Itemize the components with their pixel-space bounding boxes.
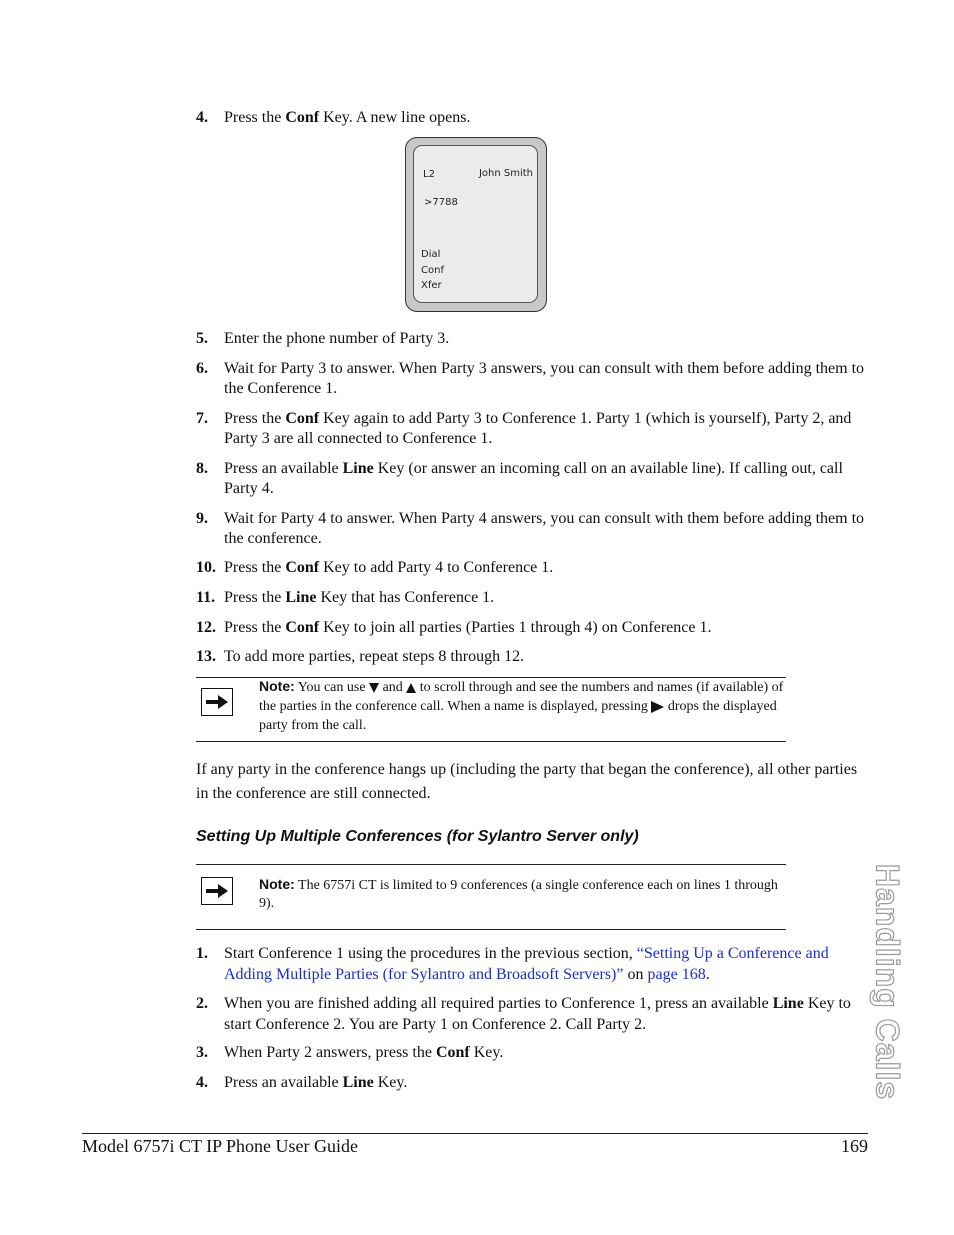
step-4: 4. Press the Conf Key. A new line opens. bbox=[196, 109, 471, 126]
right-arrow-key-icon bbox=[651, 701, 664, 713]
note-box-limit bbox=[196, 864, 786, 930]
note-text: Note: The 6757i CT is limited to 9 conferences (a single conference each on lines 1 through 9). bbox=[259, 876, 778, 911]
step-6: 6. Wait for Party 3 to answer. When Party 3 answers, you can consult with them before adding them to the Conference 1. bbox=[196, 360, 865, 397]
step-8: 8. Press an available Line Key (or answer an incoming call on an available line). If calling out, call Party 4. bbox=[196, 460, 843, 497]
down-arrow-key-icon bbox=[369, 683, 379, 693]
phone-screen bbox=[413, 145, 538, 303]
step-c-4: 4. Press an available Line Key. bbox=[196, 1074, 408, 1091]
up-arrow-key-icon bbox=[406, 683, 416, 693]
page-reference-link[interactable]: page 168 bbox=[647, 966, 706, 983]
note-arrow-icon bbox=[201, 688, 233, 716]
note-arrow-icon bbox=[201, 877, 233, 905]
phone-line-label: L2 bbox=[423, 169, 435, 180]
section-heading: Setting Up Multiple Conferences (for Sylantro Server only) bbox=[196, 828, 639, 845]
step-12: 12. Press the Conf Key to join all parties (Parties 1 through 4) on Conference 1. bbox=[196, 619, 712, 636]
step-7: 7. Press the Conf Key again to add Party 3 to Conference 1. Party 1 (which is yourself), Party 2, and Party 3 are all connected to Conference 1. bbox=[196, 410, 852, 447]
phone-dialed-number: >7788 bbox=[424, 197, 458, 208]
softkey-xfer: Xfer bbox=[421, 280, 442, 291]
note-box-scroll bbox=[196, 677, 786, 742]
step-5: 5. Enter the phone number of Party 3. bbox=[196, 330, 450, 347]
phone-display-illustration bbox=[405, 137, 547, 312]
phone-caller-name: John Smith bbox=[478, 168, 533, 179]
step-c-2: 2. When you are finished adding all required parties to Conference 1, press an available Line Key to start Conference 2. You are Party 1 on Conference 2. Call Party 2. bbox=[196, 995, 851, 1033]
footer-rule bbox=[82, 1133, 868, 1134]
cross-reference-link[interactable]: “Setting Up a Conference and Adding Multiple Parties (for Sylantro and Broadsoft Servers)” bbox=[224, 945, 829, 983]
step-10: 10. Press the Conf Key to add Party 4 to Conference 1. bbox=[196, 559, 554, 576]
softkey-conf: Conf bbox=[421, 265, 444, 276]
step-9: 9. Wait for Party 4 to answer. When Party 4 answers, you can consult with them before adding them to the conference. bbox=[196, 510, 865, 547]
softkey-dial: Dial bbox=[421, 249, 441, 260]
step-13: 13. To add more parties, repeat steps 8 through 12. bbox=[196, 648, 525, 665]
footer-title: Model 6757i CT IP Phone User Guide bbox=[82, 1136, 358, 1156]
page-number: 169 bbox=[841, 1136, 868, 1156]
step-11: 11. Press the Line Key that has Conference 1. bbox=[196, 589, 495, 606]
step-number: 4. bbox=[196, 109, 208, 126]
step-c-1: 1. Start Conference 1 using the procedures in the previous section, “Setting Up a Conference and Adding Multiple Parties (for Sylantro and Broadsoft Servers)” on page 168. bbox=[196, 945, 829, 983]
step-c-3: 3. When Party 2 answers, press the Conf Key. bbox=[196, 1044, 504, 1061]
chapter-side-tab: Handling Calls bbox=[869, 863, 906, 1101]
note-text: Note: You can use and to scroll through and see the numbers and names (if available) of the parties in the conference call. When a name is displayed, pressing drops the displayed party from the call. bbox=[259, 678, 784, 733]
body-paragraph: If any party in the conference hangs up (including the party that began the conference), all other parties in the conference are still connected. bbox=[196, 761, 858, 802]
